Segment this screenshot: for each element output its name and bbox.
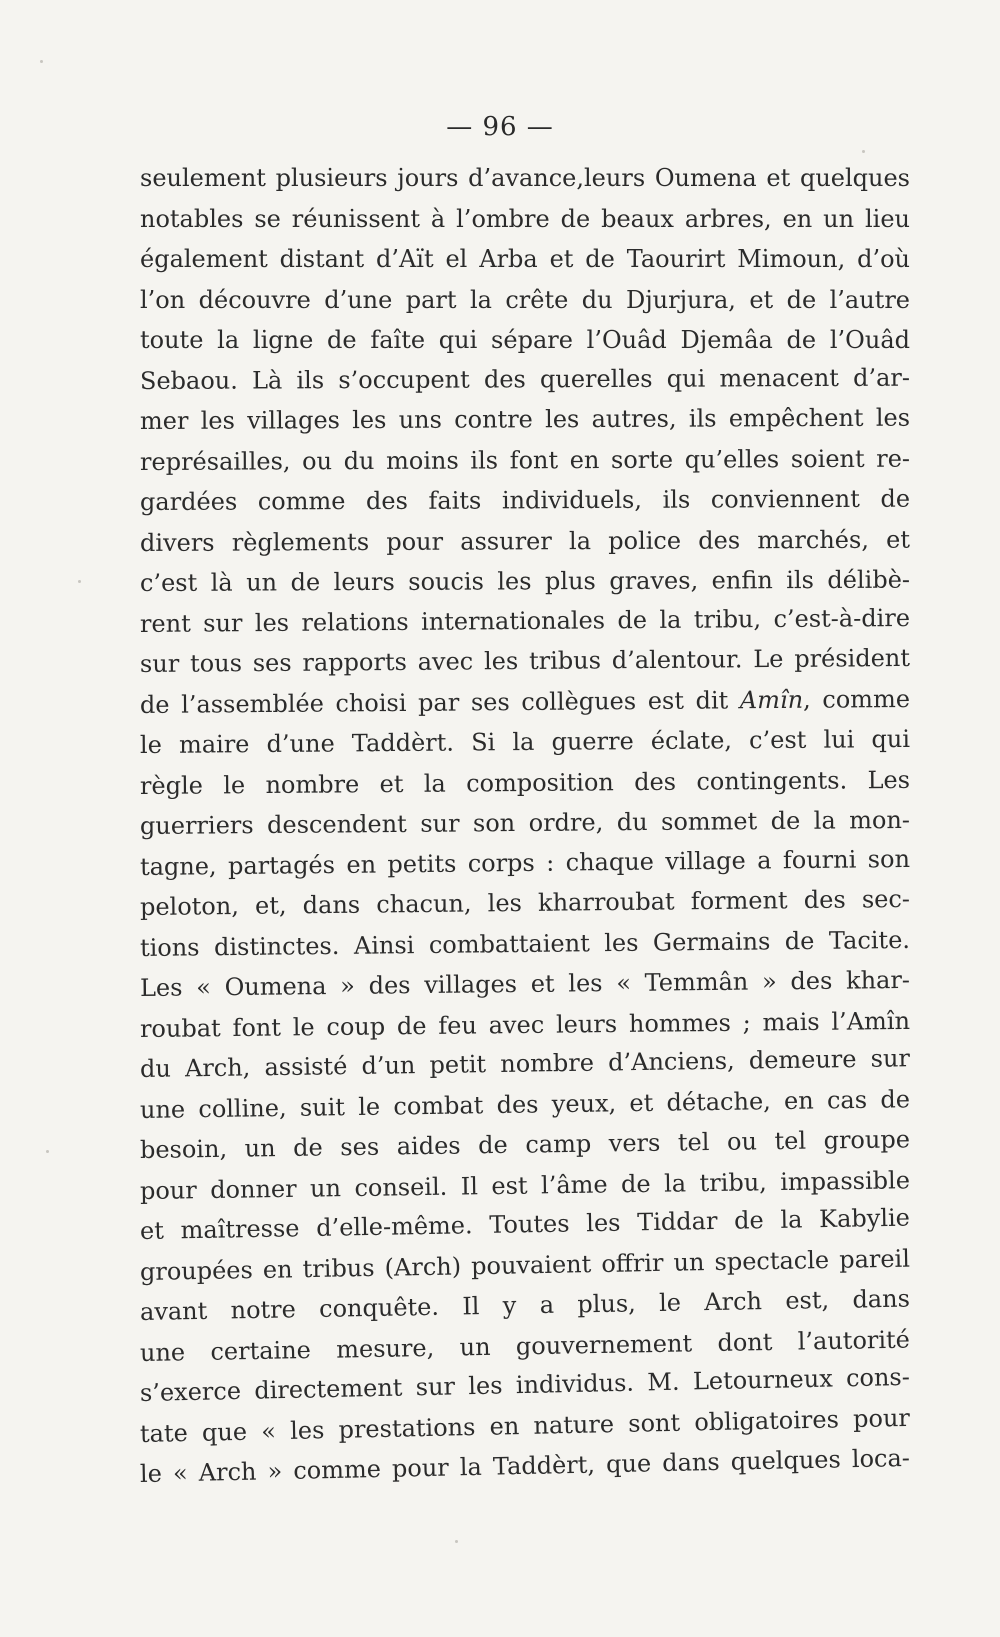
text-line: toute la ligne de faîte qui sépare l’Ouâd Djemâa de l’Ouâd — [140, 326, 910, 354]
text-line: également distant d’Aït el Arba et de Taourirt Mimoun, d’où — [140, 245, 910, 273]
text-line: divers règlements pour assurer la police des marchés, et — [139, 525, 911, 557]
text-line: de l’assemblée choisi par ses collègues est dit Amîn, comme — [139, 684, 911, 719]
paper-speck — [40, 60, 43, 63]
text-line: tions distinctes. Ainsi combattaient les Germains de Tacite. — [139, 925, 911, 962]
text-line: gardées comme des faits individuels, ils conviennent de — [139, 484, 911, 516]
text-line: seulement plusieurs jours d’avance,leurs Oumena et quelques — [140, 164, 910, 192]
text-line: s’exerce directement sur les individus. M. Letourneux cons- — [139, 1362, 911, 1407]
text-line: c’est là un de leurs soucis les plus graves, enfin ils délibè- — [139, 565, 911, 597]
text-line: du Arch, assisté d’un petit nombre d’Anciens, demeure sur — [139, 1044, 911, 1083]
paper-speck — [78, 580, 81, 583]
text-line: groupées en tribus (Arch) pouvaient offrir un spectacle pareil — [139, 1244, 911, 1286]
text-line: mer les villages les uns contre les autres, ils empêchent les — [139, 403, 911, 435]
text-line: tate que « les prestations en nature sont obligatoires pour — [139, 1403, 911, 1448]
text-line: Sebaou. Là ils s’occupent des querelles qui menacent d’ar- — [139, 363, 911, 395]
text-line: et maîtresse d’elle-même. Toutes les Tiddar de la Kabylie — [139, 1203, 911, 1245]
text-line: roubat font le coup de feu avec leurs hommes ; mais l’Amîn — [139, 1006, 911, 1043]
text-line: tagne, partagés en petits corps : chaque village a fourni son — [139, 844, 911, 881]
text-line: le « Arch » comme pour la Taddèrt, que dans quelques loca- — [139, 1443, 911, 1488]
text-line: besoin, un de ses aides de camp vers tel ou tel groupe — [139, 1125, 911, 1164]
text-line: l’on découvre d’une part la crête du Djurjura, et de l’autre — [140, 285, 910, 314]
text-line: règle le nombre et la composition des contingents. Les — [139, 765, 911, 800]
text-line: une certaine mesure, un gouvernement dont l’autorité — [139, 1325, 911, 1367]
paper-speck — [862, 150, 865, 153]
paper-speck — [455, 1540, 458, 1543]
text-line: une colline, suit le combat des yeux, et détache, en cas de — [139, 1084, 911, 1124]
text-line: rent sur les relations internationales de la tribu, c’est-à-dire — [139, 603, 911, 638]
text-line: représailles, ou du moins ils font en sorte qu’elles soient re- — [139, 444, 911, 476]
text-line: le maire d’une Taddèrt. Si la guerre éclate, c’est lui qui — [139, 724, 911, 759]
text-line: notables se réunissent à l’ombre de beaux arbres, en un lieu — [140, 204, 910, 233]
text-line: guerriers descendent sur son ordre, du sommet de la mon- — [139, 805, 911, 840]
page-number: — 96 — — [446, 112, 554, 142]
text-line: pour donner un conseil. Il est l’âme de la tribu, impassible — [139, 1165, 911, 1205]
body-text — [140, 158, 910, 1495]
italic-term: Amîn — [739, 685, 804, 714]
text-line: peloton, et, dans chacun, les kharroubat forment des sec- — [139, 884, 911, 921]
text-line: sur tous ses rapports avec les tribus d’alentour. Le président — [139, 643, 911, 678]
text-line: Les « Oumena » des villages et les « Temmân » des khar- — [139, 965, 911, 1002]
paper-speck — [46, 1150, 49, 1153]
text-line: avant notre conquête. Il y a plus, le Arch est, dans — [139, 1284, 911, 1326]
